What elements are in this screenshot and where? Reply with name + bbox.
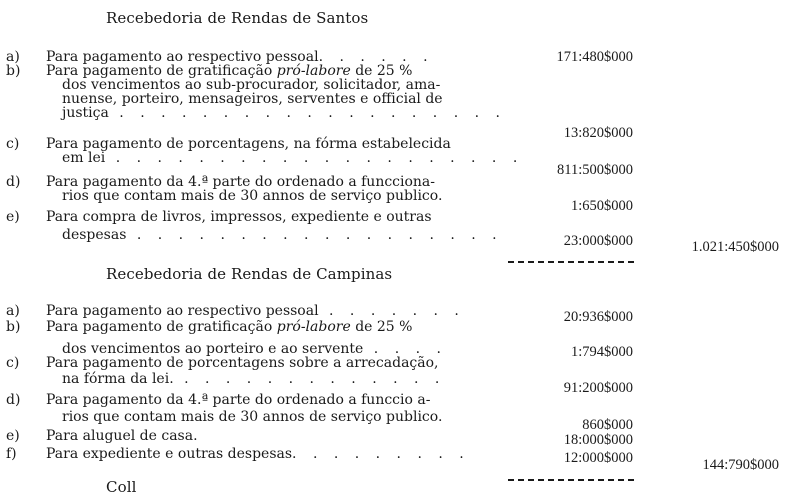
item-amount: 13:820$000	[563, 125, 633, 141]
item-line: Para pagamento de porcentagens, na fórma estabelecida	[46, 136, 451, 152]
sum-rule	[508, 261, 634, 263]
item-marker: d)	[6, 174, 21, 190]
item-line: Para pagamento de gratificação pró-labore de 25 %	[46, 63, 413, 79]
item-line: Para compra de livros, impressos, expediente e outras	[46, 209, 432, 225]
item-line: em lei . . . . . . . . . . . . . . . . . . . .	[62, 150, 524, 166]
sum-rule	[508, 479, 634, 481]
item-line: rios que contam mais de 30 annos de serviço publico.	[62, 409, 443, 425]
item-amount: 1:794$000	[570, 344, 633, 360]
item-marker: b)	[6, 63, 21, 79]
item-marker: a)	[6, 303, 20, 319]
item-line: Para pagamento da 4.ª parte do ordenado a funcciona-	[46, 174, 436, 190]
item-line: justiça . . . . . . . . . . . . . . . . . . .	[62, 105, 506, 121]
item-amount: 1:650$000	[570, 198, 633, 214]
section-title-santos: Recebedoria de Rendas de Santos	[106, 9, 369, 27]
item-line: Para pagamento da 4.ª parte do ordenado a funccio a-	[46, 392, 431, 408]
item-amount: 91:200$000	[563, 380, 633, 396]
item-line: dos vencimentos ao porteiro e ao servente . . . .	[62, 341, 447, 357]
item-line: dos vencimentos ao sub-procurador, solicitador, ama-	[62, 77, 441, 93]
item-marker: b)	[6, 319, 21, 335]
item-line: na fórma da lei. . . . . . . . . . . . . .	[62, 371, 446, 387]
item-marker: a)	[6, 49, 20, 65]
item-amount: 12:000$000	[563, 450, 633, 466]
item-marker: c)	[6, 355, 20, 371]
item-marker: c)	[6, 136, 20, 152]
item-line: Para pagamento ao respectivo pessoal . . . . . . .	[46, 303, 465, 319]
item-line: Para pagamento de porcentagens sobre a arrecadação,	[46, 355, 439, 371]
item-amount: 23:000$000	[563, 233, 633, 249]
item-line: Para aluguel de casa.	[46, 428, 198, 444]
next-section-fragment: Coll	[106, 478, 137, 496]
item-line: despesas . . . . . . . . . . . . . . . . . .	[62, 227, 503, 243]
section-total: 1.021:450$000	[691, 239, 779, 255]
section-total: 144:790$000	[702, 457, 779, 473]
item-marker: e)	[6, 209, 20, 225]
item-amount: 171:480$000	[556, 49, 633, 65]
item-amount: 860$000	[582, 417, 633, 433]
item-marker: d)	[6, 392, 21, 408]
item-amount: 18:000$000	[563, 432, 633, 448]
item-amount: 811:500$000	[557, 162, 633, 178]
item-line: Para pagamento de gratificação pró-labore de 25 %	[46, 319, 413, 335]
item-amount: 20:936$000	[563, 309, 633, 325]
item-line: rios que contam mais de 30 annos de serviço publico.	[62, 188, 443, 204]
item-marker: e)	[6, 428, 20, 444]
item-line: Para expediente e outras despesas. . . . . . . . .	[46, 446, 470, 462]
section-title-campinas: Recebedoria de Rendas de Campinas	[106, 265, 393, 283]
item-marker: f)	[6, 446, 17, 462]
item-line: Para pagamento ao respectivo pessoal. . . . . .	[46, 49, 434, 65]
item-line: nuense, porteiro, mensageiros, serventes e official de	[62, 91, 443, 107]
